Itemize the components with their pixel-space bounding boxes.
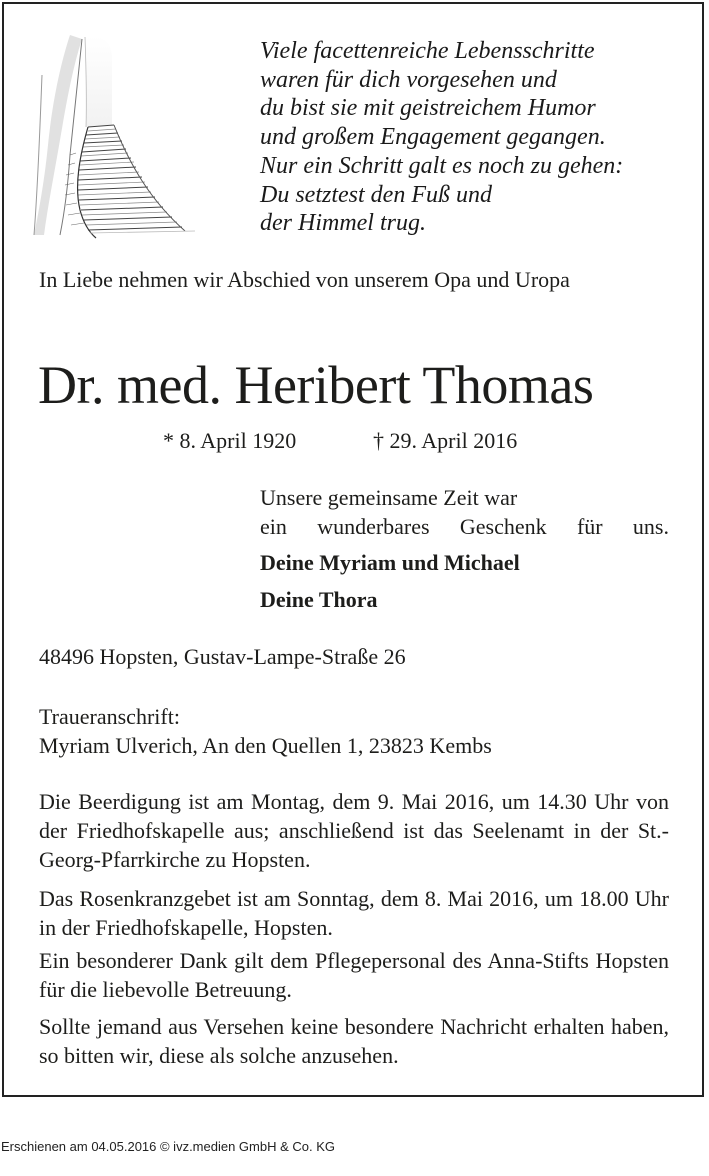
intro-text: In Liebe nehmen wir Abschied von unserem Opa und Uropa <box>39 267 570 292</box>
poem-line: du bist sie mit geistreichem Humor <box>260 95 596 122</box>
birth-date: * 8. April 1920 <box>163 428 297 453</box>
shared-time-text <box>260 483 669 541</box>
rosary-paragraph: Das Rosenkranzgebet ist am Sonntag, dem 8. Mai 2016, um 18.00 Uhr in der Friedhofskapelle, Hopsten. <box>39 886 669 940</box>
poem-line: Du setztest den Fuß und <box>260 181 492 208</box>
shared-time-line: ein wunderbares Geschenk für uns. <box>260 514 669 539</box>
poem <box>260 37 623 238</box>
home-address: 48496 Hopsten, Gustav-Lampe-Straße 26 <box>39 644 406 669</box>
signature: Deine Myriam und Michael <box>260 550 520 575</box>
poem-line: und großem Engagement gegangen. <box>260 124 606 151</box>
stairway-illustration <box>30 35 195 240</box>
death-date: † 29. April 2016 <box>373 428 518 453</box>
thanks-paragraph: Ein besonderer Dank gilt dem Pflegepersonal des Anna-Stifts Hopsten für die liebevolle Betreuung. <box>39 948 669 1002</box>
mourning-address <box>39 702 669 760</box>
mourning-address-value: Myriam Ulverich, An den Quellen 1, 23823 Kembs <box>39 733 492 758</box>
deceased-name: Dr. med. Heribert Thomas <box>38 355 594 415</box>
poem-line: Nur ein Schritt galt es noch zu gehen: <box>260 152 624 179</box>
shared-time-line: Unsere gemeinsame Zeit war <box>260 485 518 510</box>
poem-line: waren für dich vorgesehen und <box>260 66 557 93</box>
funeral-paragraph: Die Beerdigung ist am Montag, dem 9. Mai 2016, um 14.30 Uhr von der Friedhofskapelle aus; anschließend ist das Seelenamt in der St.-Georg-Pfarrkirche zu Hopsten. <box>39 789 669 872</box>
publication-footer: Erschienen am 04.05.2016 © ivz.medien GmbH & Co. KG <box>1 1139 336 1154</box>
poem-line: der Himmel trug. <box>260 210 426 237</box>
notice-paragraph: Sollte jemand aus Versehen keine besondere Nachricht erhalten haben, so bitten wir, diese als solche anzusehen. <box>39 1014 669 1068</box>
mourning-address-label: Traueranschrift: <box>39 704 180 729</box>
signature: Deine Thora <box>260 587 378 612</box>
poem-line: Viele facettenreiche Lebensschritte <box>260 38 595 64</box>
